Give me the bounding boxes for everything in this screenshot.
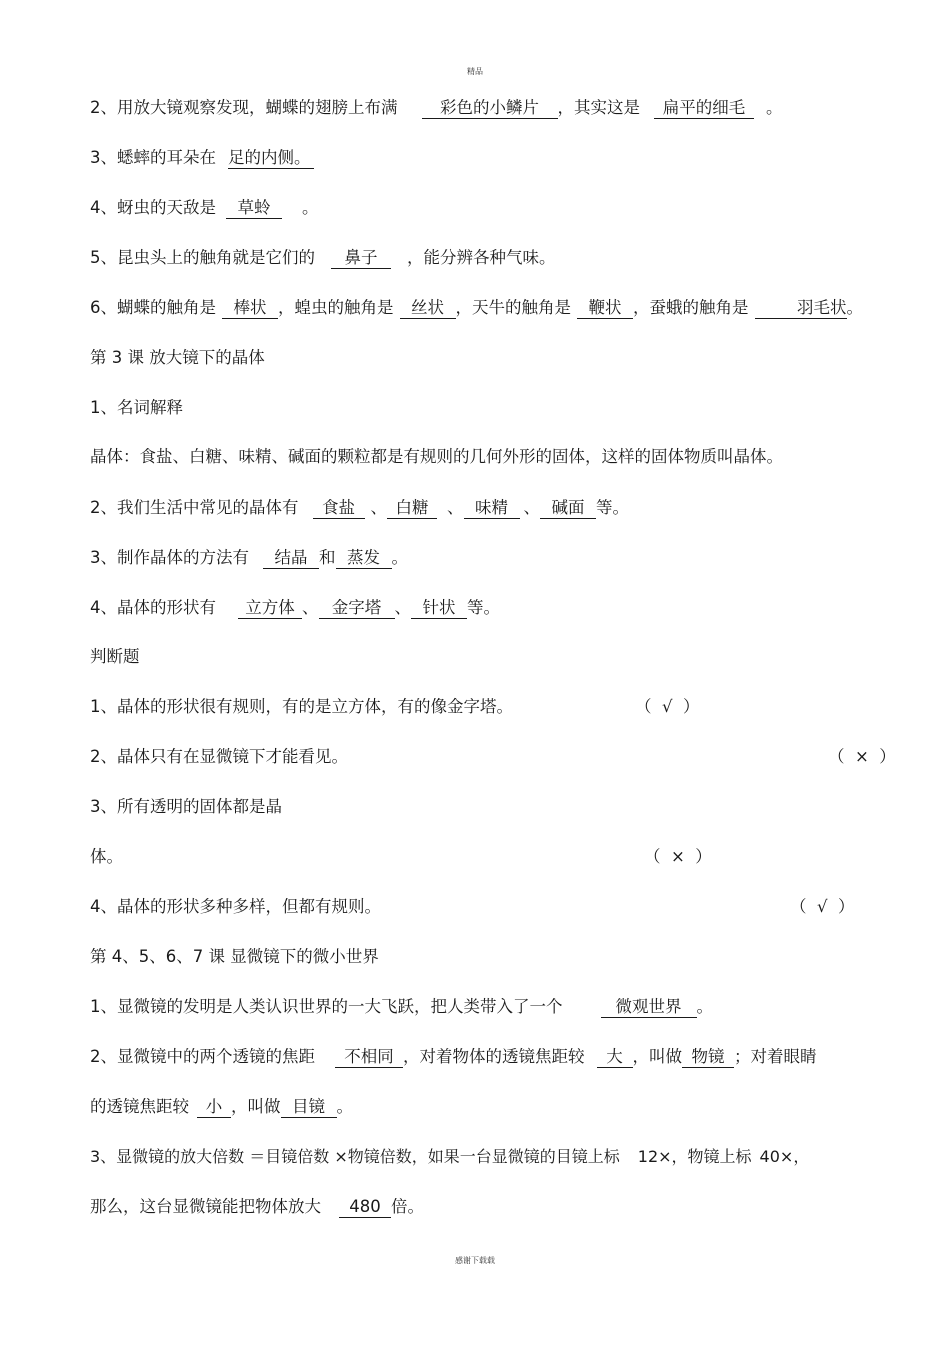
question-crystal-shapes: [90, 597, 500, 619]
judgement-3-mark: （ × ）: [644, 847, 712, 866]
question-text: 1、显微镜的发明是人类认识世界的一大飞跃，把人类带入了一个: [90, 997, 563, 1016]
question-text: 3、蟋蟀的耳朵在: [90, 148, 216, 167]
question-text: 6、蝴蝶的触角是: [90, 298, 216, 317]
question-text: 3、显微镜的放大倍数 ＝目镜倍数 ×物镜倍数，如果一台显微镜的目镜上标: [90, 1147, 620, 1166]
answer-blank: 食盐: [313, 498, 365, 519]
question-crystal-methods: [90, 547, 408, 569]
question-antenna-nose: [90, 247, 556, 269]
judgement-4: 4、晶体的形状多种多样，但都有规则。: [90, 897, 381, 916]
judgement-2: 2、晶体只有在显微镜下才能看见。: [90, 747, 348, 766]
question-text: 5、昆虫头上的触角就是它们的: [90, 248, 315, 267]
separator: 、: [447, 498, 464, 517]
question-text: 3、制作晶体的方法有: [90, 548, 249, 567]
question-text: 。: [696, 997, 713, 1016]
separator: 、: [302, 598, 319, 617]
answer-blank: 480: [339, 1197, 391, 1218]
question-cricket-ears: [90, 147, 314, 169]
question-common-crystals: [90, 497, 629, 519]
question-text: ，蝗虫的触角是: [278, 298, 394, 317]
question-aphid-enemy: [90, 197, 319, 219]
question-text: 那么，这台显微镜能把物体放大: [90, 1197, 321, 1216]
question-antenna-shapes: [90, 297, 863, 319]
answer-blank: 丝状: [400, 298, 456, 319]
answer-blank: 扁平的细毛: [654, 98, 754, 119]
question-text: ，蚕蛾的触角是: [633, 298, 749, 317]
page-footer: 感谢下载载: [455, 1256, 495, 1265]
question-text: 4、晶体的形状有: [90, 598, 216, 617]
question-lens-focal-length: [90, 1046, 817, 1068]
separator: 、: [394, 598, 411, 617]
answer-blank: 鞭状: [577, 298, 633, 319]
judgement-1-mark: （ √ ）: [635, 697, 700, 716]
question-text: 。: [391, 548, 408, 567]
question-text: 2、我们生活中常见的晶体有: [90, 498, 299, 517]
question-text: ，对着物体的透镜焦距较: [403, 1047, 585, 1066]
term-explanation-heading: 1、名词解释: [90, 398, 183, 417]
answer-blank: 微观世界: [601, 997, 697, 1018]
answer-blank: 碱面: [540, 498, 596, 519]
answer-blank: 蒸发: [336, 548, 392, 569]
separator: 、: [370, 498, 387, 517]
answer-blank: 彩色的小鳞片: [422, 98, 558, 119]
question-text: ，叫做: [632, 1047, 682, 1066]
judgement-4-mark: （ √ ）: [790, 897, 855, 916]
question-text: 12×，物镜上标: [637, 1147, 752, 1166]
answer-blank: 草蛉: [226, 198, 282, 219]
question-text: 2、用放大镜观察发现，蝴蝶的翅膀上布满: [90, 98, 398, 117]
crystal-definition: 晶体：食盐、白糖、味精、碱面的颗粒都是有规则的几何外形的固体，这样的固体物质叫晶体。: [90, 447, 783, 466]
question-text: 的透镜焦距较: [90, 1097, 189, 1116]
lesson-4-7-title: 第 4、5、6、7 课 显微镜下的微小世界: [90, 947, 379, 966]
question-text: 等。: [467, 598, 500, 617]
judgement-2-mark: （ × ）: [828, 747, 896, 766]
question-text: ，天牛的触角是: [455, 298, 571, 317]
judgement-1: 1、晶体的形状很有规则，有的是立方体，有的像金字塔。: [90, 697, 513, 716]
question-text: 2、显微镜中的两个透镜的焦距: [90, 1047, 315, 1066]
question-lens-focal-length-cont: [90, 1096, 353, 1118]
answer-blank: 立方体: [238, 598, 302, 619]
answer-blank: 小: [197, 1097, 231, 1118]
question-text: ，叫做: [231, 1097, 281, 1116]
answer-blank: 鼻子: [331, 248, 391, 269]
judgement-3-cont: 体。: [90, 847, 123, 866]
answer-blank: 足的内侧。: [228, 148, 314, 169]
question-butterfly-wings: [90, 97, 783, 119]
question-text: 。: [302, 198, 319, 217]
separator: 、: [523, 498, 540, 517]
question-text: 等。: [596, 498, 629, 517]
question-magnification-cont: [90, 1196, 424, 1218]
answer-blank: 棒状: [222, 298, 278, 319]
answer-blank: 目镜: [281, 1097, 337, 1118]
answer-blank: 味精: [464, 498, 520, 519]
question-magnification: [90, 1146, 809, 1168]
lesson-3-title: 第 3 课 放大镜下的晶体: [90, 348, 265, 367]
answer-blank: 白糖: [387, 498, 437, 519]
answer-blank: 大: [597, 1047, 633, 1068]
answer-blank: 针状: [411, 598, 467, 619]
question-text: 40×，: [759, 1147, 810, 1166]
question-text: ，能分辨各种气味。: [407, 248, 556, 267]
answer-blank: 不相同: [335, 1047, 403, 1068]
question-text: ，其实这是: [557, 98, 640, 117]
answer-blank: 物镜: [682, 1047, 734, 1068]
question-microscope-invention: [90, 996, 713, 1018]
answer-blank: 金字塔: [319, 598, 395, 619]
answer-blank: 结晶: [263, 548, 319, 569]
page-header: 精品: [467, 67, 483, 76]
question-text: ；对着眼睛: [734, 1047, 817, 1066]
answer-blank: 羽毛状: [755, 298, 847, 319]
judgement-3: 3、所有透明的固体都是晶: [90, 797, 282, 816]
question-text: 倍。: [391, 1197, 424, 1216]
question-text: 和: [319, 548, 336, 567]
judgement-heading: 判断题: [90, 647, 140, 666]
question-text: 。: [336, 1097, 353, 1116]
question-text: 。: [846, 298, 863, 317]
question-text: 4、蚜虫的天敌是: [90, 198, 216, 217]
question-text: 。: [766, 98, 783, 117]
